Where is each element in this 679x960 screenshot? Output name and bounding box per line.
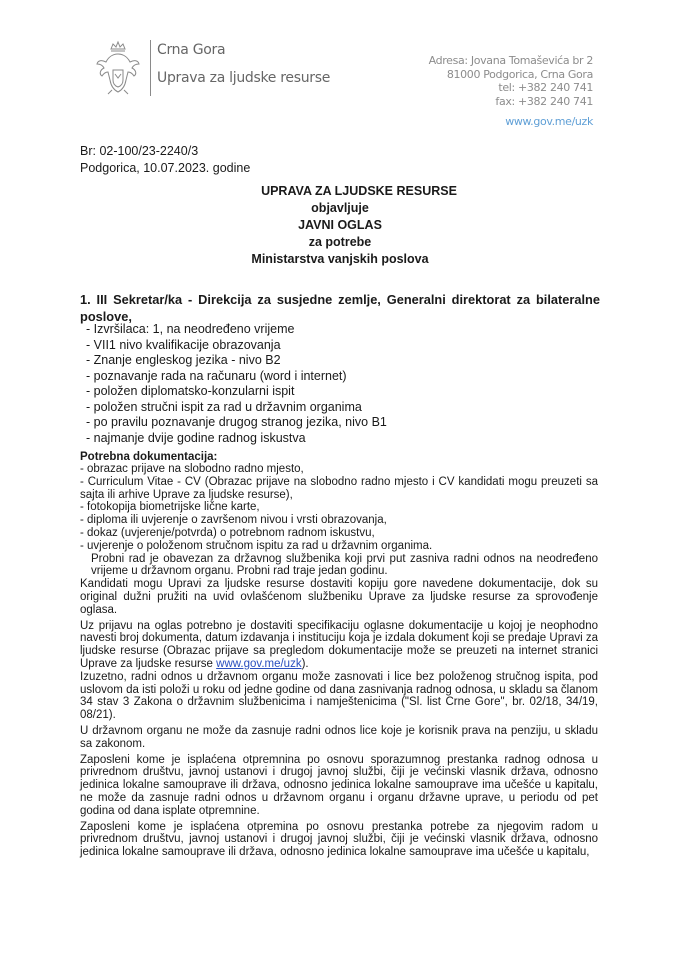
- copies-paragraph: Kandidati mogu Upravi za ljudske resurse dostaviti kopiju gore navedene dokumentacije, dok su original dužni pružiti na uvid ovlašćenom službeniku Uprave za ljudske resurse za sprovođenje oglasa.: [80, 578, 598, 616]
- specification-end: ).: [301, 657, 309, 670]
- announcement-title: [80, 183, 600, 268]
- logo-divider: [150, 40, 151, 96]
- list-item: - Izvršilaca: 1, na neodređeno vrijeme: [86, 322, 295, 336]
- list-item: - Curriculum Vitae - CV (Obrazac prijave na slobodno radno mjesto i CV kandidati mogu preuzeti sa sajta ili arhive Uprave za ljudske resurse),: [80, 475, 598, 501]
- docs-heading: Potrebna dokumentacija:: [80, 451, 218, 463]
- severance-paragraph-2: Zaposleni kome je isplaćena otpremina po osnovu prestanka potrebe za njegovim radom u privrednom društvu, javnoj ustanovi i drugoj javnoj službi, čiji je većinski vlasnik država, odnosno jedinica lokalne samouprave ili država, odnosno jedinica lokalne samouprave ima učešće u kapitalu,: [80, 820, 598, 859]
- position-title: 1. III Sekretar/ka - Direkcija za susjedne zemlje, Generalni direktorat za bilateralne poslove,: [80, 292, 600, 324]
- contact-block: [429, 54, 593, 129]
- reference-block: [80, 143, 250, 177]
- list-item: - fotokopija biometrijske lične karte,: [80, 501, 260, 514]
- list-item: - položen diplomatsko-konzularni ispit: [86, 384, 295, 398]
- list-item: - najmanje dvije godine radnog iskustva: [86, 430, 306, 445]
- city: 81000 Podgorica, Crna Gora: [446, 67, 593, 81]
- address: Adresa: Jovana Tomaševića br 2: [428, 54, 593, 67]
- fax: fax: +382 240 741: [495, 94, 593, 108]
- list-item: - dokaz (uvjerenje/potvrda) o potrebnom radnom iskustvu,: [80, 526, 375, 539]
- specification-text: Uz prijavu na oglas potrebno je dostaviti specifikaciju oglasne dokumentacije u kojoj je neophodno navesti broj dokumenta, datum izdavanja i instituciju koja je izdala dokument koji se predaje Upravi za ljudske resurse (Obrazac prijave sa pregledom dokumentacije može se preuzeti na internet stranici Uprave za ljudske resurse: [80, 619, 598, 670]
- list-item: - VII1 nivo kvalifikacije obrazovanja: [86, 337, 281, 352]
- title-public-ad: JAVNI OGLAS: [298, 218, 382, 232]
- probation-paragraph: Probni rad je obavezan za državnog službenika koji prvi put zasniva radni odnos na neodređeno vrijeme u državnom organu. Probni rad traje jedan godinu.: [91, 552, 598, 578]
- requirements-list: [86, 322, 387, 446]
- docs-body: [80, 463, 598, 859]
- severance-paragraph-1: Zaposleni kome je isplaćena otpremnina po osnovu sporazumnog prestanka radnog odnosa u privrednom društvu, javnoj ustanovi i drugoj javnoj službi, čiji je većinski vlasnik država, odnosno jedinica lokalne samouprave ili država, odnosno jedinica lokalne samouprave ima učešće u kapitalu, ne može da zasnuje radni odnos u državnom organu i organu državne uprave, u periodu od pet godina od dana isplate otpremnine.: [80, 753, 598, 817]
- montenegro-crest-icon: [94, 40, 142, 96]
- list-item: - po pravilu poznavanje drugog stranog jezika, nivo B1: [86, 415, 387, 429]
- title-issuer: UPRAVA ZA LJUDSKE RESURSE: [261, 184, 457, 198]
- title-for-needs: za potrebe: [308, 235, 372, 249]
- list-item: - obrazac prijave na slobodno radno mjesto,: [80, 463, 304, 475]
- org-name: Uprava za ljudske resurse: [157, 70, 331, 86]
- title-publishes: objavljuje: [311, 201, 369, 215]
- phone: tel: +382 240 741: [498, 81, 593, 94]
- list-item: - uvjerenje o položenom stručnom ispitu za rad u državnim organima.: [80, 539, 433, 552]
- list-item: - diploma ili uvjerenje o završenom nivou i vrsti obrazovanja,: [80, 514, 387, 527]
- org-country: Crna Gora: [157, 42, 226, 58]
- list-item: - poznavanje rada na računaru (word i internet): [86, 368, 347, 383]
- list-item: - položen stručni ispit za rad u državnim organima: [86, 399, 362, 414]
- exception-paragraph: Izuzetno, radni odnos u državnom organu može zasnovati i lice bez položenog stručnog ispita, pod uslovom da isti položi u roku od jedne godine od dana zasnivanja radnog odnosa, u skladu sa članom 34 stav 3 Zakona o državnim službenicima i namještenicima ("Sl. list Crne Gore", br. 02/18, 34/19, 08/21).: [80, 670, 598, 722]
- uzk-website-link[interactable]: www.gov.me/uzk: [216, 657, 302, 670]
- specification-paragraph: [80, 620, 598, 671]
- title-ministry: Ministarstva vanjskih poslova: [251, 252, 429, 266]
- list-item: - Znanje engleskog jezika - nivo B2: [86, 353, 281, 367]
- website-link[interactable]: www.gov.me/uzk: [505, 115, 593, 128]
- reference-number: Br: 02-100/23-2240/3: [80, 144, 199, 158]
- place-date: Podgorica, 10.07.2023. godine: [80, 161, 251, 175]
- pension-paragraph: U državnom organu ne može da zasnuje radni odnos lice koje je korisnik prava na penziju, u skladu sa zakonom.: [80, 724, 598, 750]
